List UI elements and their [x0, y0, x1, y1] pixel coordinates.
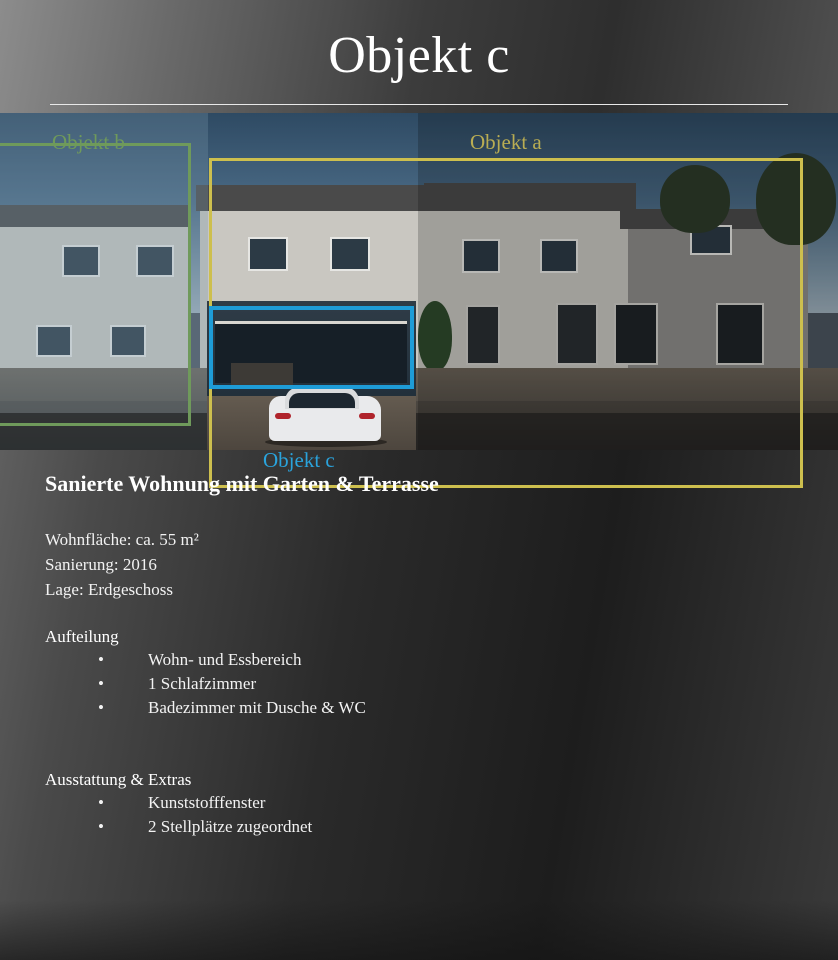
bottom-fade — [0, 900, 838, 960]
list-item — [95, 815, 312, 839]
fact-renovation-year: Sanierung: 2016 — [45, 555, 157, 574]
list-item-label: Badezimmer mit Dusche & WC — [148, 698, 366, 717]
callout-box-objekt-b — [0, 143, 191, 426]
bullet-icon: • — [98, 674, 104, 693]
list-item-label: 2 Stellplätze zugeordnet — [148, 817, 313, 836]
list-item-label: Wohn- und Essbereich — [148, 650, 302, 669]
section-heading-aufteilung: Aufteilung — [45, 627, 119, 646]
fact-living-space: Wohnfläche: ca. 55 m² — [45, 530, 199, 549]
list-item-label: Kunststofffenster — [148, 793, 266, 812]
bullet-icon: • — [98, 793, 104, 812]
page-title: Objekt c — [328, 27, 510, 84]
list-item — [95, 648, 366, 672]
content-area — [0, 450, 838, 960]
property-photo — [0, 113, 838, 472]
list-item — [95, 791, 312, 815]
section-list-aufteilung — [95, 648, 366, 720]
header-band — [0, 0, 838, 113]
fact-list — [45, 527, 199, 602]
list-item-label: 1 Schlafzimmer — [148, 674, 257, 693]
callout-label-objekt-b: Objekt b — [52, 130, 125, 154]
callout-label-objekt-c: Objekt c — [263, 448, 335, 472]
title-divider — [50, 104, 788, 105]
fact-floor-location: Lage: Erdgeschoss — [45, 580, 173, 599]
list-item — [95, 696, 366, 720]
callout-box-objekt-c — [209, 306, 414, 389]
bullet-icon: • — [98, 698, 104, 717]
section-list-ausstattung — [95, 791, 312, 839]
bullet-icon: • — [98, 650, 104, 669]
bullet-icon: • — [98, 817, 104, 836]
property-subtitle: Sanierte Wohnung mit Garten & Terrasse — [45, 471, 439, 496]
list-item — [95, 672, 366, 696]
section-heading-ausstattung: Ausstattung & Extras — [45, 770, 192, 789]
callout-label-objekt-a: Objekt a — [470, 130, 542, 154]
